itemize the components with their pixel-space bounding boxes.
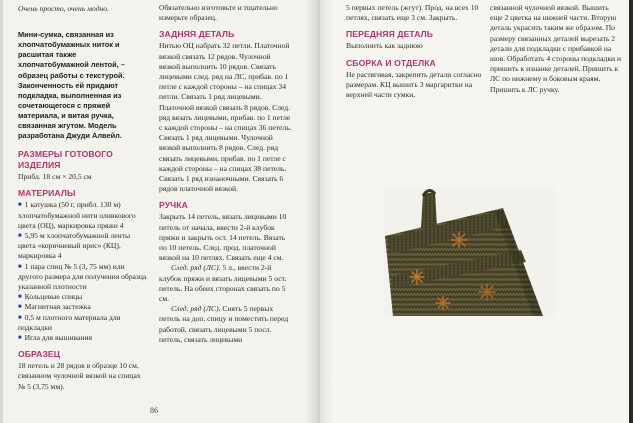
page-edge-left (0, 0, 3, 423)
left-column-1 (18, 3, 148, 392)
gauge-text: 18 петель и 28 рядов в образце 10 см, связанном чулочной вязкой на спицах № 5 (3,75 мм). (18, 361, 141, 391)
row-label: След. ряд (ЛС). (171, 304, 221, 314)
lead-paragraph: Мини-сумка, связанная из хлопчатобумажных ниток и расшитая также хлопчатобумажной лентой, – образец работы с текстурой. Законченность ей придают подкладка, выполненная из сочетающегося с пряжей материала, и витая ручка, связанная жгутом. Модель разработана Джуди Алвейл. (18, 30, 125, 141)
intro-italic: Очень просто, очень модно. (18, 4, 109, 13)
right-column-1 (346, 3, 485, 100)
material-item: ■ 1 пара спиц № 5 (3, 75 мм) или другого размера для получения образца указанной плотности (18, 262, 148, 293)
handle-text: Закрыть 14 петель, вязать лицевыми 10 петель от начала, ввести 2-й клубок пряжи и закрыть ост. 14 петель. Вязать по 10 петель. След. прод. платочной вязкой на 10 петлях. Связать еще 4 см. (159, 212, 287, 263)
material-item: ■ Магнитная застежка (18, 302, 148, 312)
gauge-heading: ОБРАЗЕЦ (18, 349, 61, 360)
knitted-bag-photo (383, 188, 555, 316)
page-edge-right (629, 0, 633, 423)
bag-illustration (383, 188, 555, 316)
material-item: ■ 1 катушка (50 г, прибл. 130 м) хлопчатобумажной нити оливкового цвета (ОЦ), маркировка пряжи 4 (18, 200, 148, 231)
front-text: Выполнить как заднюю (346, 41, 423, 51)
assembly-heading: СБОРКА И ОТДЕЛКА (346, 57, 436, 68)
sizes-heading: РАЗМЕРЫ ГОТОВОГО ИЗДЕЛИЯ (18, 149, 113, 171)
material-item: ■ Кольцевые спицы (18, 292, 148, 302)
row-label: След. ряд (ЛС). (171, 263, 221, 273)
row-text: 5 л., ввести 2-й клубок пряжи и вязать лицевыми 5 ост. петель. На обеих сторонах связать по 5 см. (159, 263, 287, 304)
assembly-continued: связанной чулочной вязкой. Вышить еще 2 цветка на нижней части. Вторую деталь украсить таким же образом. По размеру связанных деталей вырезать 2 детали для подкладки с прибавкой на шов. Обработать 4 стороны подкладки и пришить к изнанке деталей. Пришить к ЛС по нижнему и боковым краям. Пришить к ЛС ручку. (490, 3, 622, 94)
material-item: ■ Игла для вышивания (18, 333, 148, 343)
back-text: Нитью ОЦ набрать 32 петли. Платочной вязкой связать 12 рядов. Чулочной вязкой выполнить 10 рядов. Связать лицевыми след. ряд на ЛС, прибав. по 1 петле с каждой стороны – на спицах 34 петли. Связать 1 ряд лицевыми. Платочной вязкой связать 8 рядов. След. ряд вязать лицевыми, прибав. по 1 петле с каждой стороны – на спицах 36 петель. Связать 1 ряд лицевыми. Чулочной вязкой выполнить 8 рядов. След. ряд связать лицевыми, прибав. по 1 петле с каждой стороны – на спицах 38 петель. Связать 1 ряд изнаночными. Связать 6 рядов платочной вязкой. (159, 41, 292, 194)
material-item: ■ 5,95 м хлопчатобумажной ленты цвета «коричневый ирис» (КЦ), маркировка 4 (18, 231, 148, 262)
book-gutter (305, 0, 333, 423)
handle-row-2 (159, 304, 293, 345)
material-item: ■ 0,5 м плотного материала для подкладки (18, 313, 148, 333)
back-heading: ЗАДНЯЯ ДЕТАЛЬ (159, 29, 235, 40)
right-column-2 (490, 3, 623, 95)
sizes-text: Прибл. 18 см × 20,5 см (18, 172, 92, 182)
materials-heading: МАТЕРИАЛЫ (18, 188, 76, 199)
front-heading: ПЕРЕДНЯЯ ДЕТАЛЬ (346, 29, 434, 40)
row-text: Снять 5 первых петель на доп. спицу и поместить перед работой, связать лицевыми 5 посл. петель, связать лицевыми (159, 304, 289, 344)
embroidered-flower (451, 232, 467, 248)
gauge-note: Обязательно изготовьте и тщательно измерьте образец. (159, 3, 278, 23)
handle-heading: РУЧКА (159, 200, 188, 211)
handle-continued: 5 первых петель (жгут). Прод. на всех 10 петлях, связать еще 3 см. Закрыть. (346, 3, 479, 23)
left-column-2 (159, 3, 293, 345)
page-number: 86 (150, 406, 158, 415)
handle-row-1 (159, 263, 293, 304)
assembly-text: Не растягивая, закрепить детали согласно размерам. КЦ вышить 3 маргаритки на верхней части сумки, (346, 69, 482, 100)
